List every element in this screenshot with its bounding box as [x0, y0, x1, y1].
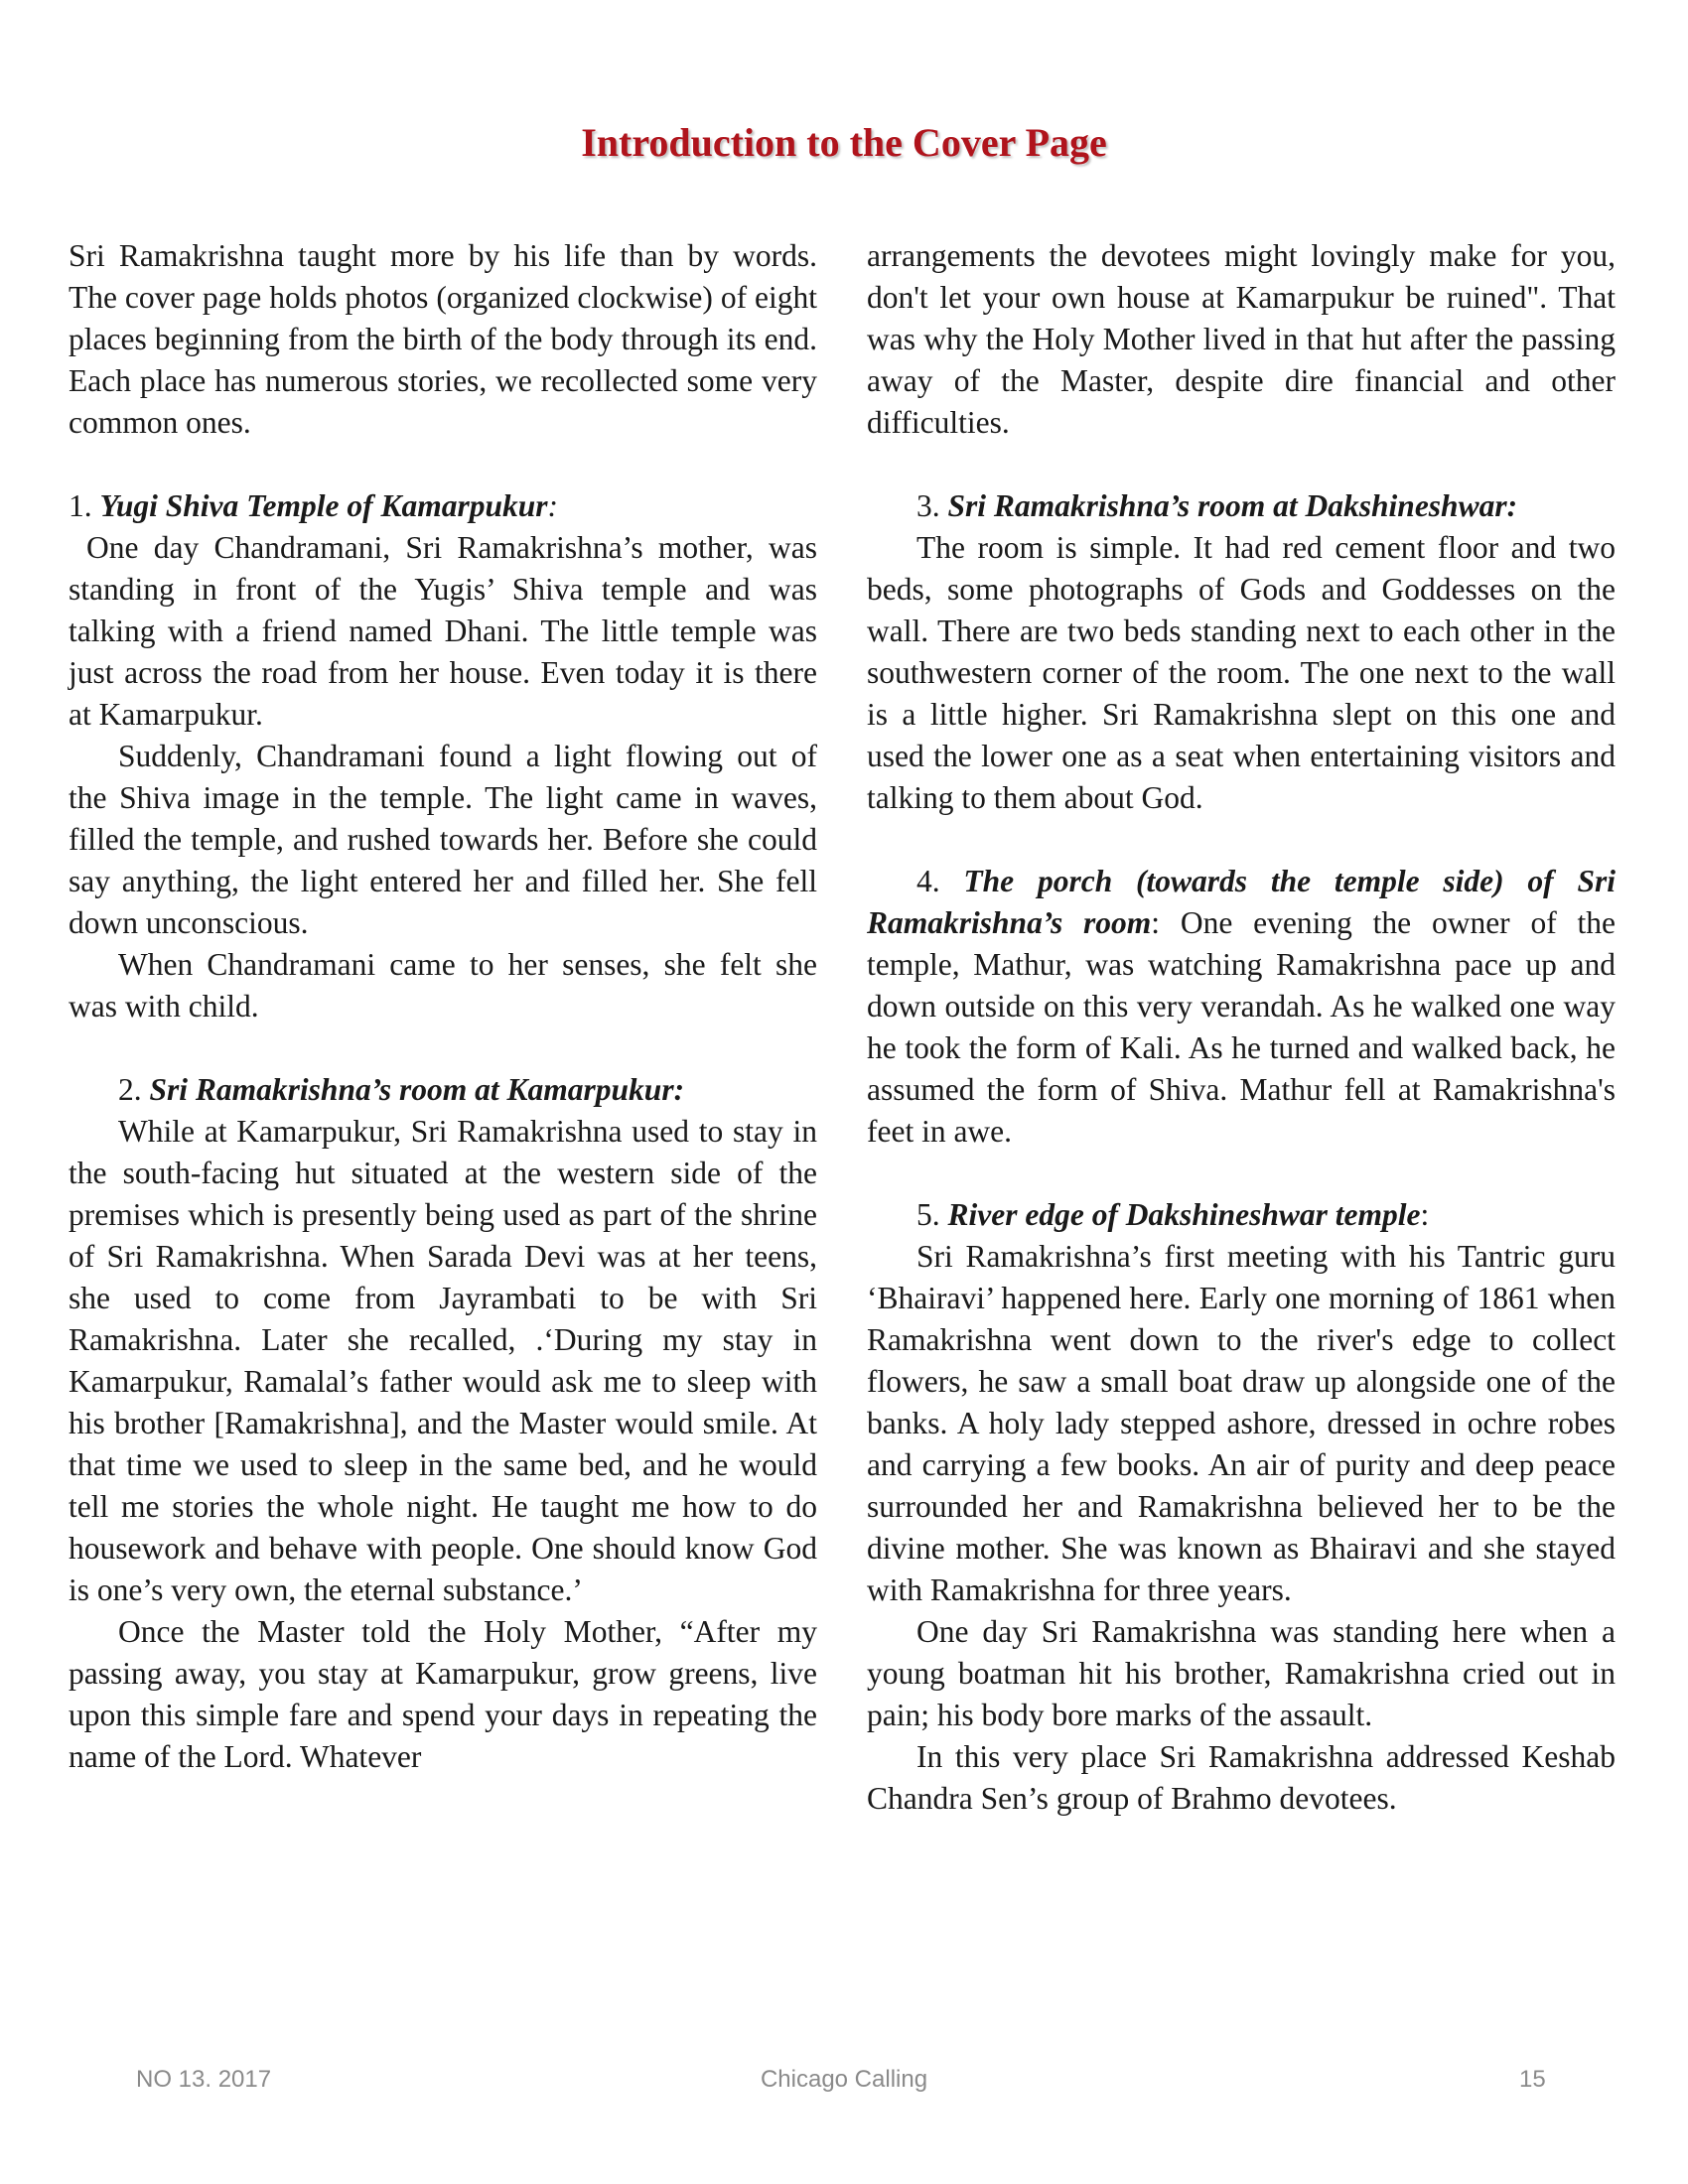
- paragraph-gap: [867, 819, 1616, 861]
- section-5-colon: :: [1420, 1197, 1430, 1232]
- section-2-title: Sri Ramakrishna’s room at Kamarpukur:: [149, 1072, 685, 1107]
- section-4-number: 4.: [916, 864, 964, 898]
- section-5-heading: [867, 1194, 1616, 1236]
- section-1-paragraph-3: When Chandramani came to her senses, she felt she was with child.: [69, 947, 817, 1024]
- section-4-title: The porch (towards the temple side) of Sri Ramakrishna’s room: [867, 864, 1616, 940]
- section-5-paragraph-3: In this very place Sri Ramakrishna addressed Keshab Chandra Sen’s group of Brahmo devotees.: [867, 1739, 1616, 1816]
- section-1-paragraph-1: One day Chandramani, Sri Ramakrishna’s mother, was standing in front of the Yugis’ Shiva temple and was talking with a friend named Dhani. The little temple was just across the road from her house. Even today it is there at Kamarpukur.: [69, 530, 817, 732]
- footer-publication: Chicago Calling: [760, 2066, 928, 2093]
- footer-issue: NO 13. 2017: [136, 2066, 272, 2093]
- section-5-title: River edge of Dakshineshwar temple: [947, 1197, 1421, 1232]
- paragraph-gap: [867, 444, 1616, 485]
- section-1-colon: :: [547, 488, 559, 523]
- section-2-number: 2.: [118, 1072, 150, 1107]
- section-1-number: 1.: [69, 488, 100, 523]
- paragraph-gap: [69, 444, 817, 485]
- section-5-number: 5.: [916, 1197, 948, 1232]
- section-2-paragraph-1: While at Kamarpukur, Sri Ramakrishna used to stay in the south-facing hut situated at the western side of the premises which is presently being used as part of the shrine of Sri Ramakrishna. When Sarada Devi was at her teens, she used to come from Jayrambati to be with Sri Ramakrishna. Later she recalled, .‘During my stay in Kamarpukur, Ramalal’s father would ask me to sleep with his brother [Ramakrishna], and the Master would smile. At that time we used to sleep in the same bed, and he would tell me stories the whole night. He taught me how to do housework and behave with people. One should know God is one’s very own, the eternal substance.’: [69, 1114, 817, 1607]
- section-1-title: Yugi Shiva Temple of Kamarpukur: [99, 488, 548, 523]
- right-column: [867, 235, 1616, 1820]
- section-5-paragraph-1: Sri Ramakrishna’s first meeting with his Tantric guru ‘Bhairavi’ happened here. Early one morning of 1861 when Ramakrishna went down to the river's edge to collect flowers, he saw a small boat draw up alongside one of the banks. A holy lady stepped ashore, dressed in ochre robes and carrying a few books. An air of purity and deep peace surrounded her and Ramakrishna believed her to be the divine mother. She was known as Bhairavi and she stayed with Ramakrishna for three years.: [867, 1239, 1616, 1607]
- section-2-heading: [69, 1069, 817, 1111]
- section-1-heading: [69, 485, 817, 527]
- intro-paragraph: Sri Ramakrishna taught more by his life than by words. The cover page holds photos (organized clockwise) of eight places beginning from the birth of the body through its end. Each place has numerous stories, we recollected some very common ones.: [69, 238, 817, 440]
- section-3-number: 3.: [916, 488, 948, 523]
- footer-page-number: 15: [1519, 2066, 1546, 2093]
- section-4-text: : One evening the owner of the temple, Mathur, was watching Ramakrishna pace up and down outside on this very verandah. As he walked one way he took the form of Kali. As he turned and walked back, he assumed the form of Shiva. Mathur fell at Ramakrishna's feet in awe.: [867, 905, 1616, 1149]
- section-3-heading: [867, 485, 1616, 527]
- paragraph-gap: [867, 1153, 1616, 1194]
- section-3-paragraph-1: The room is simple. It had red cement floor and two beds, some photographs of Gods and Goddesses on the wall. There are two beds standing next to each other in the southwestern corner of the room. The one next to the wall is a little higher. Sri Ramakrishna slept on this one and used the lower one as a seat when entertaining visitors and talking to them about God.: [867, 530, 1616, 815]
- section-5-paragraph-2: One day Sri Ramakrishna was standing here when a young boatman hit his brother, Ramakrishna cried out in pain; his body bore marks of the assault.: [867, 1614, 1616, 1732]
- section-1-paragraph-2: Suddenly, Chandramani found a light flowing out of the Shiva image in the temple. The light came in waves, filled the temple, and rushed towards her. Before she could say anything, the light entered her and filled her. She fell down unconscious.: [69, 739, 817, 940]
- section-2-paragraph-2: Once the Master told the Holy Mother, “After my passing away, you stay at Kamarpukur, grow greens, live upon this simple fare and spend your days in repeating the name of the Lord. Whatever: [69, 1614, 817, 1774]
- left-column: [69, 235, 817, 1778]
- page-title: Introduction to the Cover Page: [581, 120, 1107, 165]
- paragraph-gap: [69, 1027, 817, 1069]
- section-4-paragraph: [867, 861, 1616, 1153]
- section-2-continuation: arrangements the devotees might lovingly make for you, don't let your own house at Kamarpukur be ruined". That was why the Holy Mother lived in that hut after the passing away of the Master, despite dire financial and other difficulties.: [867, 238, 1616, 440]
- section-3-title: Sri Ramakrishna’s room at Dakshineshwar:: [947, 488, 1518, 523]
